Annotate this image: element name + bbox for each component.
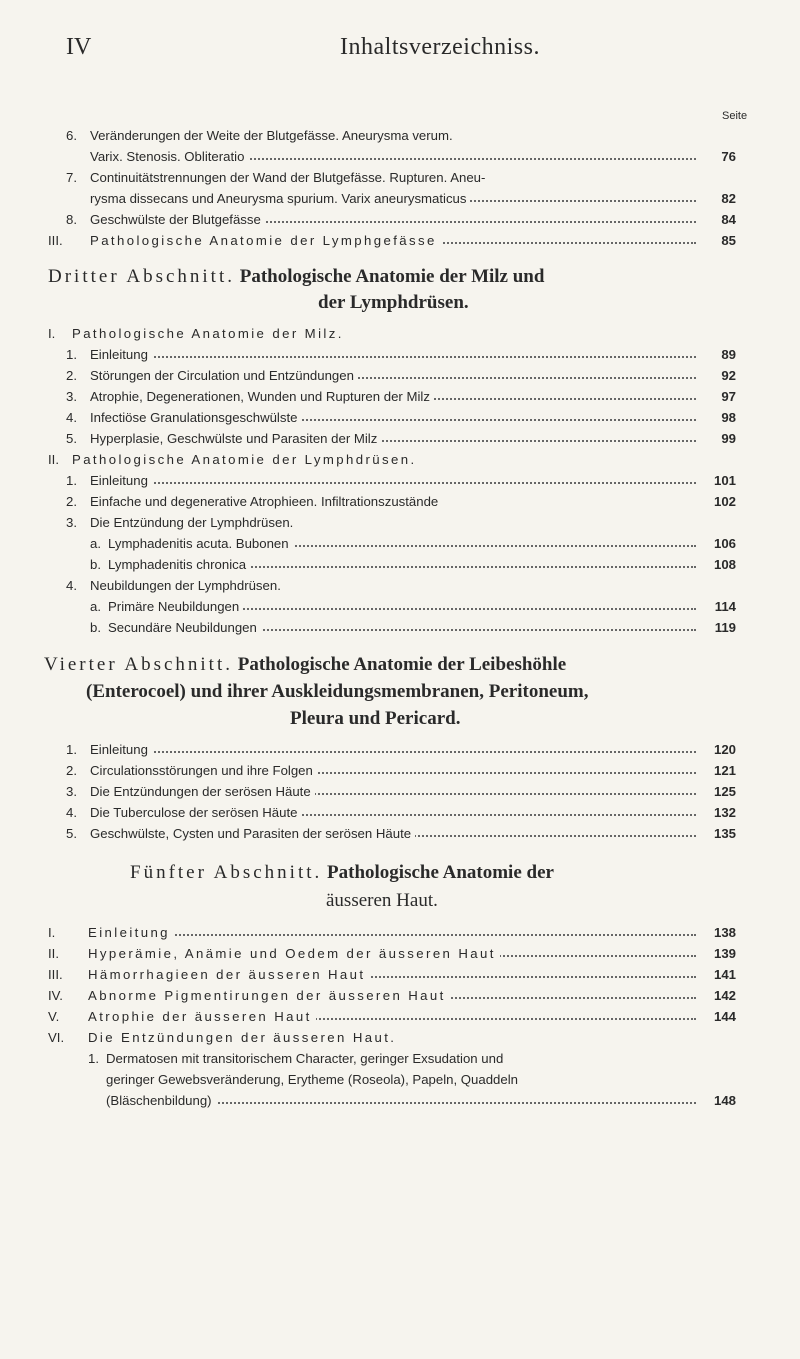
running-title: Inhaltsverzeichniss. xyxy=(340,34,540,60)
toc-entry: 4. Die Tuberculose der serösen Häute 132 xyxy=(66,805,736,820)
toc-entry: a. Primäre Neubildungen 114 xyxy=(90,599,736,614)
toc-entry: a. Lymphadenitis acuta. Bubonen 106 xyxy=(90,536,736,551)
toc-entry: II. Hyperämie, Anämie und Oedem der äusseren Haut 139 xyxy=(48,946,736,961)
seite-label: Seite xyxy=(722,110,748,122)
toc-entry: 4. Neubildungen der Lymphdrüsen. xyxy=(66,578,281,593)
toc-entry: V. Atrophie der äusseren Haut 144 xyxy=(48,1009,736,1024)
toc-entry: I. Einleitung 138 xyxy=(48,925,736,940)
subsection-milz-title: I. Pathologische Anatomie der Milz. xyxy=(48,326,344,341)
page-header xyxy=(0,34,800,74)
toc-entry-6-line1: 6. Veränderungen der Weite der Blutgefässe. Aneurysma verum. xyxy=(66,128,453,143)
section-heading-4: Vierter Abschnitt. Pathologische Anatomie der Leibeshöhle xyxy=(44,654,567,675)
section-heading-5-line2: äusseren Haut. xyxy=(326,890,438,911)
toc-entry-sub-line3: (Bläschenbildung) 148 xyxy=(106,1093,736,1108)
section-heading-5: Fünfter Abschnitt. Pathologische Anatomie der xyxy=(130,862,554,883)
toc-entry: 4. Infectiöse Granulationsgeschwülste 98 xyxy=(66,410,736,425)
toc-entry: 3. Die Entzündung der Lymphdrüsen. xyxy=(66,515,294,530)
section-heading-3: Dritter Abschnitt. Pathologische Anatomie der Milz und xyxy=(48,266,545,287)
toc-entry: 3. Die Entzündungen der serösen Häute 125 xyxy=(66,784,736,799)
page-number-roman: IV xyxy=(66,34,92,60)
section-heading-4-line2: (Enterocoel) und ihrer Auskleidungsmembranen, Peritoneum, xyxy=(86,681,589,702)
toc-entry: III. Hämorrhagieen der äusseren Haut 141 xyxy=(48,967,736,982)
toc-entry: 2. Einfache und degenerative Atrophieen. Infiltrationszustände 102 xyxy=(66,494,736,509)
toc-entry: 3. Atrophie, Degenerationen, Wunden und Rupturen der Milz 97 xyxy=(66,389,736,404)
toc-entry: IV. Abnorme Pigmentirungen der äusseren Haut 142 xyxy=(48,988,736,1003)
toc-entry: VI. Die Entzündungen der äusseren Haut. xyxy=(48,1030,397,1045)
toc-entry: 1. Einleitung 120 xyxy=(66,742,736,757)
toc-entry: 5. Hyperplasie, Geschwülste und Parasiten der Milz 99 xyxy=(66,431,736,446)
toc-entry: 5. Geschwülste, Cysten und Parasiten der serösen Häute 135 xyxy=(66,826,736,841)
toc-entry: 1. Einleitung 89 xyxy=(66,347,736,362)
toc-entry-iii: III. Pathologische Anatomie der Lymphgefässe 85 xyxy=(48,233,736,248)
toc-entry: b. Lymphadenitis chronica 108 xyxy=(90,557,736,572)
section-heading-4-line3: Pleura und Pericard. xyxy=(290,708,461,729)
toc-entry: b. Secundäre Neubildungen 119 xyxy=(90,620,736,635)
toc-entry: 1. Einleitung 101 xyxy=(66,473,736,488)
toc-entry-sub-line2: geringer Gewebsveränderung, Erytheme (Roseola), Papeln, Quaddeln xyxy=(106,1072,518,1087)
section-heading-3-line2: der Lymphdrüsen. xyxy=(318,292,469,313)
toc-entry: 2. Circulationsstörungen und ihre Folgen 121 xyxy=(66,763,736,778)
toc-entry-6-line2: Varix. Stenosis. Obliteratio 76 xyxy=(90,149,736,164)
subsection-lymph-title: II. Pathologische Anatomie der Lymphdrüsen. xyxy=(48,452,417,467)
toc-entry-7-line2: rysma dissecans und Aneurysma spurium. Varix aneurysmaticus 82 xyxy=(90,191,736,206)
toc-entry-sub-line1: 1. Dermatosen mit transitorischem Character, geringer Exsudation und xyxy=(88,1051,504,1066)
toc-entry-8: 8. Geschwülste der Blutgefässe 84 xyxy=(66,212,736,227)
toc-entry: 2. Störungen der Circulation und Entzündungen 92 xyxy=(66,368,736,383)
toc-entry-7-line1: 7. Continuitätstrennungen der Wand der Blutgefässe. Rupturen. Aneu- xyxy=(66,170,486,185)
